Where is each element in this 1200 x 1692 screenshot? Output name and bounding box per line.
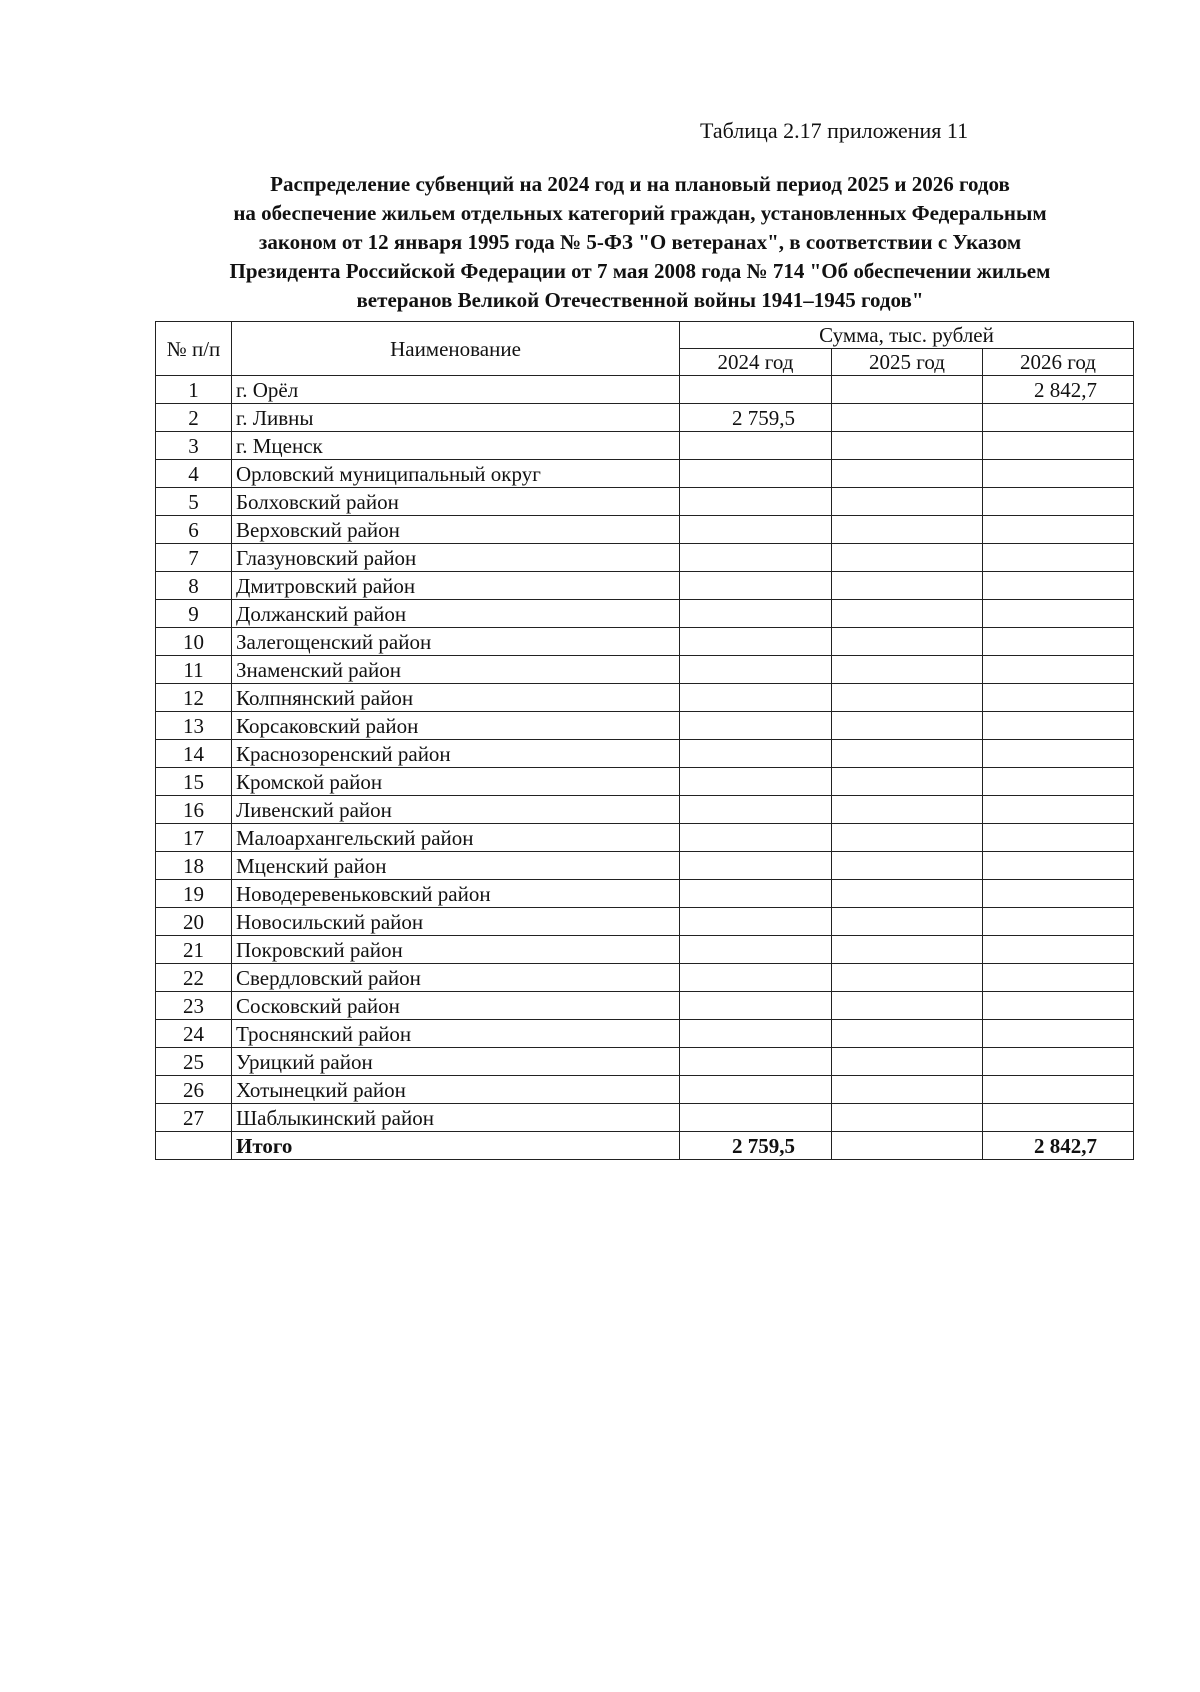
header-year-2024: 2024 год bbox=[680, 349, 832, 376]
table-row bbox=[156, 488, 1134, 516]
header-name: Наименование bbox=[232, 322, 680, 376]
row-number: 18 bbox=[156, 852, 232, 880]
row-value-2025 bbox=[832, 432, 983, 460]
row-value-2026 bbox=[983, 460, 1134, 488]
row-value-2024 bbox=[680, 1048, 832, 1076]
row-name: г. Орёл bbox=[232, 376, 680, 404]
row-value-2025 bbox=[832, 544, 983, 572]
row-value-2026 bbox=[983, 852, 1134, 880]
row-value-2024 bbox=[680, 544, 832, 572]
row-number: 20 bbox=[156, 908, 232, 936]
row-name: Ливенский район bbox=[232, 796, 680, 824]
row-value-2026 bbox=[983, 1048, 1134, 1076]
row-name: Итого bbox=[232, 1132, 680, 1160]
row-value-2026 bbox=[983, 992, 1134, 1020]
table-row bbox=[156, 628, 1134, 656]
row-value-2024 bbox=[680, 1104, 832, 1132]
row-number: 26 bbox=[156, 1076, 232, 1104]
row-value-2025 bbox=[832, 796, 983, 824]
row-number: 3 bbox=[156, 432, 232, 460]
row-number: 14 bbox=[156, 740, 232, 768]
row-value-2024 bbox=[680, 992, 832, 1020]
row-value-2025 bbox=[832, 964, 983, 992]
row-value-2025 bbox=[832, 460, 983, 488]
row-value-2024 bbox=[680, 1020, 832, 1048]
row-value-2024 bbox=[680, 572, 832, 600]
header-year-2025: 2025 год bbox=[832, 349, 983, 376]
row-value-2024 bbox=[680, 488, 832, 516]
row-value-2026 bbox=[983, 404, 1134, 432]
row-name: Новодеревеньковский район bbox=[232, 880, 680, 908]
row-value-2024 bbox=[680, 908, 832, 936]
row-value-2025 bbox=[832, 992, 983, 1020]
table-row bbox=[156, 992, 1134, 1020]
row-number: 27 bbox=[156, 1104, 232, 1132]
row-value-2024 bbox=[680, 600, 832, 628]
row-value-2026 bbox=[983, 432, 1134, 460]
row-value-2024 bbox=[680, 432, 832, 460]
row-value-2026: 2 842,7 bbox=[983, 1132, 1134, 1160]
row-value-2024 bbox=[680, 824, 832, 852]
row-number: 22 bbox=[156, 964, 232, 992]
row-number: 11 bbox=[156, 656, 232, 684]
row-value-2025 bbox=[832, 852, 983, 880]
table-row bbox=[156, 516, 1134, 544]
row-number: 1 bbox=[156, 376, 232, 404]
row-number: 8 bbox=[156, 572, 232, 600]
row-number: 25 bbox=[156, 1048, 232, 1076]
annex-label: Таблица 2.17 приложения 11 bbox=[700, 118, 969, 143]
row-name: Краснозоренский район bbox=[232, 740, 680, 768]
row-value-2024 bbox=[680, 684, 832, 712]
row-value-2025 bbox=[832, 572, 983, 600]
row-value-2026 bbox=[983, 544, 1134, 572]
table-row bbox=[156, 656, 1134, 684]
row-value-2026 bbox=[983, 600, 1134, 628]
table-row bbox=[156, 572, 1134, 600]
title-line: Президента Российской Федерации от 7 мая 2008 года № 714 "Об обеспечении жильем bbox=[229, 259, 1051, 283]
row-number: 7 bbox=[156, 544, 232, 572]
row-value-2024 bbox=[680, 852, 832, 880]
title-line: Распределение субвенций на 2024 год и на плановый период 2025 и 2026 годов bbox=[270, 172, 1010, 196]
table-row bbox=[156, 852, 1134, 880]
row-value-2024 bbox=[680, 1076, 832, 1104]
row-value-2025 bbox=[832, 908, 983, 936]
row-name: Глазуновский район bbox=[232, 544, 680, 572]
row-value-2024 bbox=[680, 936, 832, 964]
row-value-2026 bbox=[983, 516, 1134, 544]
row-name: г. Ливны bbox=[232, 404, 680, 432]
row-number: 19 bbox=[156, 880, 232, 908]
row-value-2026 bbox=[983, 740, 1134, 768]
row-value-2026 bbox=[983, 964, 1134, 992]
row-number: 4 bbox=[156, 460, 232, 488]
row-name: Кромской район bbox=[232, 768, 680, 796]
row-name: Болховский район bbox=[232, 488, 680, 516]
table-row bbox=[156, 712, 1134, 740]
row-name: Малоархангельский район bbox=[232, 824, 680, 852]
table-row bbox=[156, 600, 1134, 628]
row-value-2024 bbox=[680, 796, 832, 824]
table-row bbox=[156, 908, 1134, 936]
row-value-2024 bbox=[680, 712, 832, 740]
row-value-2026 bbox=[983, 572, 1134, 600]
row-name: Орловский муниципальный округ bbox=[232, 460, 680, 488]
row-value-2026 bbox=[983, 684, 1134, 712]
row-name: Знаменский район bbox=[232, 656, 680, 684]
row-value-2024 bbox=[680, 656, 832, 684]
row-number: 23 bbox=[156, 992, 232, 1020]
row-value-2025 bbox=[832, 656, 983, 684]
row-value-2024 bbox=[680, 768, 832, 796]
row-number: 10 bbox=[156, 628, 232, 656]
row-value-2024 bbox=[680, 628, 832, 656]
row-value-2026 bbox=[983, 628, 1134, 656]
table-row bbox=[156, 1048, 1134, 1076]
row-value-2025 bbox=[832, 712, 983, 740]
row-value-2025 bbox=[832, 516, 983, 544]
row-value-2026 bbox=[983, 880, 1134, 908]
row-value-2026 bbox=[983, 712, 1134, 740]
table-row bbox=[156, 880, 1134, 908]
row-value-2026 bbox=[983, 488, 1134, 516]
row-value-2024: 2 759,5 bbox=[680, 404, 832, 432]
row-name: Хотынецкий район bbox=[232, 1076, 680, 1104]
row-number bbox=[156, 1132, 232, 1160]
row-name: Верховский район bbox=[232, 516, 680, 544]
row-value-2025 bbox=[832, 628, 983, 656]
row-value-2025 bbox=[832, 684, 983, 712]
row-value-2025 bbox=[832, 1104, 983, 1132]
row-number: 9 bbox=[156, 600, 232, 628]
table-row bbox=[156, 432, 1134, 460]
header-year-2026: 2026 год bbox=[983, 349, 1134, 376]
row-number: 6 bbox=[156, 516, 232, 544]
row-value-2026 bbox=[983, 1076, 1134, 1104]
row-value-2025 bbox=[832, 404, 983, 432]
row-value-2024: 2 759,5 bbox=[680, 1132, 832, 1160]
row-value-2025 bbox=[832, 1048, 983, 1076]
row-name: Сосковский район bbox=[232, 992, 680, 1020]
row-value-2025 bbox=[832, 376, 983, 404]
row-number: 16 bbox=[156, 796, 232, 824]
row-value-2026 bbox=[983, 824, 1134, 852]
row-name: Колпнянский район bbox=[232, 684, 680, 712]
table-header-row bbox=[156, 322, 1134, 349]
row-value-2026: 2 842,7 bbox=[983, 376, 1134, 404]
row-value-2024 bbox=[680, 516, 832, 544]
header-num: № п/п bbox=[156, 322, 232, 376]
table-row bbox=[156, 1104, 1134, 1132]
row-value-2026 bbox=[983, 796, 1134, 824]
row-number: 15 bbox=[156, 768, 232, 796]
row-name: Троснянский район bbox=[232, 1020, 680, 1048]
row-value-2024 bbox=[680, 964, 832, 992]
table-row bbox=[156, 544, 1134, 572]
table-row bbox=[156, 376, 1134, 404]
row-number: 5 bbox=[156, 488, 232, 516]
table-row bbox=[156, 684, 1134, 712]
row-value-2025 bbox=[832, 1020, 983, 1048]
row-name: Покровский район bbox=[232, 936, 680, 964]
row-value-2025 bbox=[832, 488, 983, 516]
row-value-2025 bbox=[832, 880, 983, 908]
row-value-2024 bbox=[680, 460, 832, 488]
row-value-2026 bbox=[983, 908, 1134, 936]
row-name: Корсаковский район bbox=[232, 712, 680, 740]
row-value-2026 bbox=[983, 656, 1134, 684]
table-row bbox=[156, 740, 1134, 768]
row-value-2024 bbox=[680, 376, 832, 404]
table-row bbox=[156, 964, 1134, 992]
row-value-2025 bbox=[832, 600, 983, 628]
row-number: 24 bbox=[156, 1020, 232, 1048]
row-name: Свердловский район bbox=[232, 964, 680, 992]
header-sum: Сумма, тыс. рублей bbox=[680, 322, 1134, 349]
row-number: 2 bbox=[156, 404, 232, 432]
row-value-2024 bbox=[680, 880, 832, 908]
row-name: Мценский район bbox=[232, 852, 680, 880]
document-title bbox=[150, 170, 1130, 315]
row-name: Новосильский район bbox=[232, 908, 680, 936]
table-row bbox=[156, 768, 1134, 796]
row-name: Должанский район bbox=[232, 600, 680, 628]
table-row bbox=[156, 1020, 1134, 1048]
row-number: 21 bbox=[156, 936, 232, 964]
table-row bbox=[156, 824, 1134, 852]
row-name: Урицкий район bbox=[232, 1048, 680, 1076]
row-number: 12 bbox=[156, 684, 232, 712]
table-row bbox=[156, 460, 1134, 488]
row-name: Дмитровский район bbox=[232, 572, 680, 600]
total-row bbox=[156, 1132, 1134, 1160]
row-value-2026 bbox=[983, 936, 1134, 964]
row-value-2025 bbox=[832, 936, 983, 964]
row-name: г. Мценск bbox=[232, 432, 680, 460]
row-value-2025 bbox=[832, 768, 983, 796]
row-value-2026 bbox=[983, 1020, 1134, 1048]
row-name: Шаблыкинский район bbox=[232, 1104, 680, 1132]
row-value-2026 bbox=[983, 768, 1134, 796]
row-value-2026 bbox=[983, 1104, 1134, 1132]
table-row bbox=[156, 404, 1134, 432]
title-line: на обеспечение жильем отдельных категорий граждан, установленных Федеральным bbox=[233, 201, 1047, 225]
row-value-2025 bbox=[832, 1076, 983, 1104]
row-name: Залегощенский район bbox=[232, 628, 680, 656]
table-body bbox=[156, 376, 1134, 1160]
table-row bbox=[156, 936, 1134, 964]
table-row bbox=[156, 1076, 1134, 1104]
row-number: 13 bbox=[156, 712, 232, 740]
row-value-2025 bbox=[832, 740, 983, 768]
title-line: законом от 12 января 1995 года № 5-ФЗ "О ветеранах", в соответствии с Указом bbox=[258, 230, 1022, 254]
subsidy-table bbox=[155, 321, 1134, 1160]
row-value-2025 bbox=[832, 824, 983, 852]
title-line: ветеранов Великой Отечественной войны 1941–1945 годов" bbox=[356, 288, 924, 312]
row-value-2025 bbox=[832, 1132, 983, 1160]
table-row bbox=[156, 796, 1134, 824]
row-value-2024 bbox=[680, 740, 832, 768]
row-number: 17 bbox=[156, 824, 232, 852]
